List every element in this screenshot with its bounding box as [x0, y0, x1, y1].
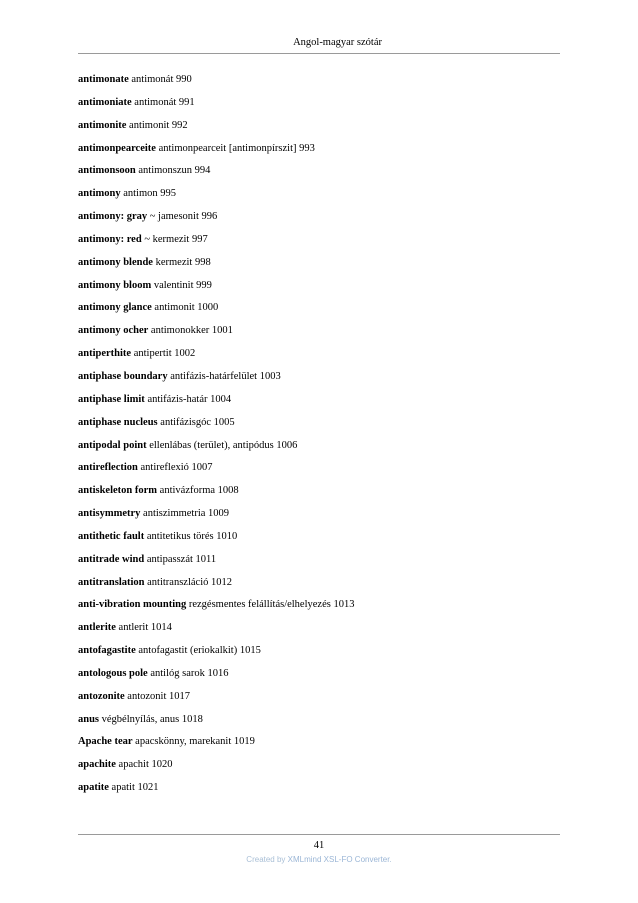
dictionary-entry — [78, 530, 560, 553]
dictionary-entry — [78, 758, 560, 781]
entry-term: antimony: gray — [78, 211, 148, 223]
entry-term: anus — [78, 713, 100, 725]
entry-term: antithetic fault — [78, 530, 145, 542]
entry-term: antimony bloom — [78, 279, 152, 291]
entry-term: antisymmetry — [78, 508, 141, 520]
dictionary-entry — [78, 96, 560, 119]
dictionary-entry — [78, 553, 560, 576]
dictionary-entry — [78, 598, 560, 621]
entry-term: antimony blende — [78, 256, 153, 268]
page-footer — [78, 834, 560, 865]
entry-term: antozonite — [78, 690, 125, 702]
dictionary-entry — [78, 370, 560, 393]
dictionary-entry — [78, 164, 560, 187]
entry-definition: kermezit 998 — [155, 256, 211, 268]
entry-definition: antifázis-határ 1004 — [147, 393, 232, 405]
entry-definition: antitranszláció 1012 — [147, 576, 232, 588]
entry-term: antiperthite — [78, 348, 132, 360]
dictionary-entry — [78, 667, 560, 690]
entry-definition: antipasszát 1011 — [146, 553, 217, 565]
entry-definition: ~ jamesonit 996 — [149, 211, 218, 223]
header-title: Angol-magyar szótár — [293, 37, 382, 48]
entry-term: antimonate — [78, 74, 129, 85]
entry-definition: antireflexió 1007 — [140, 462, 213, 474]
converter-credit — [78, 855, 560, 865]
entry-term: antiphase limit — [78, 393, 145, 405]
entry-term: antiphase boundary — [78, 370, 168, 382]
entry-term: antimony — [78, 188, 121, 200]
dictionary-entry — [78, 301, 560, 324]
dictionary-entry — [78, 324, 560, 347]
entry-term: antipodal point — [78, 439, 147, 451]
dictionary-entry — [78, 507, 560, 530]
credit-prefix: Created by — [246, 855, 288, 864]
dictionary-entry — [78, 461, 560, 484]
entry-definition: antimonpearceit [antimonpírszit] 993 — [158, 142, 315, 154]
entry-definition: antozonit 1017 — [127, 690, 190, 702]
entry-term: antofagastite — [78, 645, 136, 657]
dictionary-entry — [78, 621, 560, 644]
entry-definition: valentinit 999 — [153, 279, 212, 291]
entry-definition: antiszimmetria 1009 — [143, 508, 230, 520]
entry-definition: rezgésmentes felállítás/elhelyezés 1013 — [188, 599, 355, 611]
entry-definition: antimonit 1000 — [154, 302, 219, 314]
dictionary-entry — [78, 644, 560, 667]
dictionary-entry — [78, 119, 560, 142]
dictionary-entry — [78, 187, 560, 210]
credit-link[interactable]: XMLmind XSL-FO Converter — [287, 855, 390, 864]
entry-term: antiphase nucleus — [78, 416, 158, 428]
dictionary-entry — [78, 690, 560, 713]
entry-term: antimonite — [78, 119, 127, 131]
entry-definition: antipertit 1002 — [133, 348, 196, 360]
entry-definition: antifázis-határfelület 1003 — [170, 370, 281, 382]
entry-term: apatite — [78, 782, 109, 794]
entry-definition: antimonit 992 — [129, 119, 188, 131]
entry-definition: ellenlábas (terület), antipódus 1006 — [149, 439, 298, 451]
entry-term: antimonsoon — [78, 165, 136, 177]
entry-definition: antilóg sarok 1016 — [150, 667, 229, 679]
entry-term: antiskeleton form — [78, 485, 158, 497]
dictionary-entry — [78, 279, 560, 302]
entry-definition: antimon 995 — [123, 188, 177, 200]
entry-definition: antimonát 991 — [134, 96, 195, 108]
page-number: 41 — [313, 840, 325, 851]
page-header — [78, 37, 560, 54]
dictionary-entry — [78, 713, 560, 736]
entry-term: antologous pole — [78, 667, 148, 679]
entry-definition: antofagastit (eriokalkit) 1015 — [138, 645, 261, 657]
dictionary-entry — [78, 210, 560, 233]
entry-term: antireflection — [78, 462, 138, 474]
dictionary-entry — [78, 233, 560, 256]
entry-definition: antlerit 1014 — [118, 622, 172, 634]
entry-term: antlerite — [78, 622, 116, 634]
entry-term: antimony glance — [78, 302, 152, 314]
entry-term: antimonpearceite — [78, 142, 156, 154]
dictionary-entry — [78, 416, 560, 439]
entry-definition: antimonokker 1001 — [150, 325, 233, 337]
dictionary-entry — [78, 576, 560, 599]
entry-definition: antimonszun 994 — [138, 165, 211, 177]
dictionary-entry — [78, 735, 560, 758]
entry-term: antitranslation — [78, 576, 145, 588]
dictionary-entry — [78, 393, 560, 416]
entry-term: antimoniate — [78, 96, 132, 108]
dictionary-entry — [78, 142, 560, 165]
entry-definition: antifázisgóc 1005 — [160, 416, 235, 428]
entry-definition: apatit 1021 — [111, 782, 159, 794]
entry-definition: antimonát 990 — [131, 74, 192, 85]
entry-definition: apacskönny, marekanit 1019 — [135, 736, 255, 748]
entry-term: anti-vibration mounting — [78, 599, 187, 611]
entry-term: Apache tear — [78, 736, 133, 748]
entry-definition: antitetikus törés 1010 — [146, 530, 238, 542]
entry-definition: végbélnyílás, anus 1018 — [101, 713, 203, 725]
entry-definition: apachit 1020 — [118, 759, 173, 771]
entry-term: antimony ocher — [78, 325, 149, 337]
credit-suffix: . — [389, 855, 392, 864]
dictionary-entry — [78, 73, 560, 96]
dictionary-entry — [78, 347, 560, 370]
entry-definition: ~ kermezit 997 — [144, 233, 208, 245]
entry-term: antimony: red — [78, 233, 142, 245]
dictionary-entries — [78, 73, 560, 804]
dictionary-entry — [78, 781, 560, 804]
entry-term: apachite — [78, 759, 116, 771]
entry-term: antitrade wind — [78, 553, 145, 565]
entry-definition: antivázforma 1008 — [159, 485, 239, 497]
dictionary-entry — [78, 439, 560, 462]
dictionary-entry — [78, 256, 560, 279]
dictionary-entry — [78, 484, 560, 507]
